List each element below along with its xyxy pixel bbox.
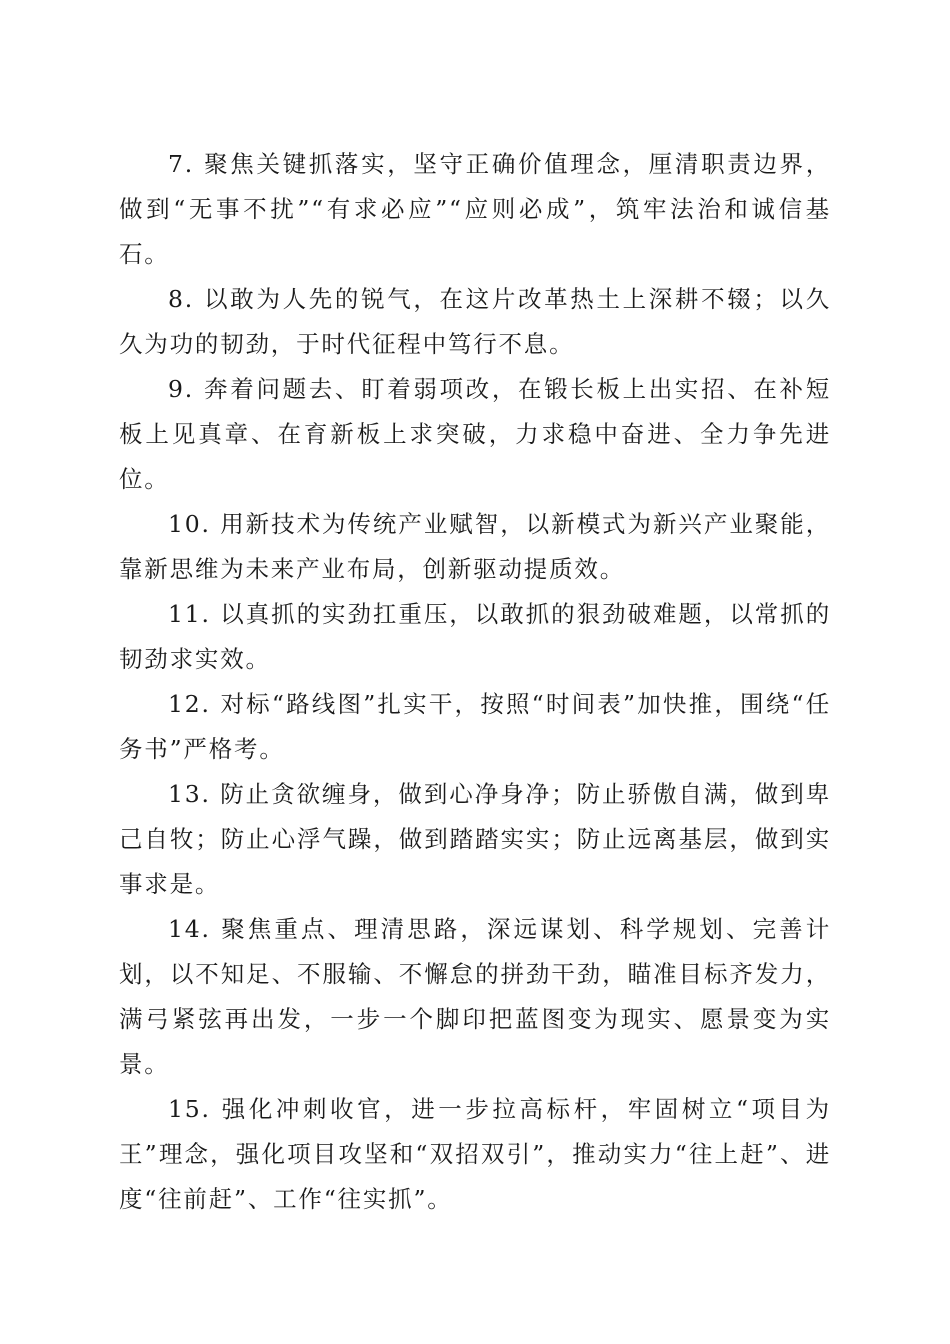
- paragraph-item-13: 13. 防止贪欲缠身，做到心净身净；防止骄傲自满，做到卑己自牧；防止心浮气躁，做到踏踏实实；防止远离基层，做到实事求是。: [119, 780, 831, 898]
- paragraph-item-14: 14. 聚焦重点、理清思路，深远谋划、科学规划、完善计划，以不知足、不服输、不懈怠的拼劲干劲，瞄准目标齐发力，满弓紧弦再出发，一步一个脚印把蓝图变为现实、愿景变为实景。: [119, 915, 831, 1078]
- paragraph-item-9: 9. 奔着问题去、盯着弱项改，在锻长板上出实招、在补短板上见真章、在育新板上求突破，力求稳中奋进、全力争先进位。: [119, 375, 831, 493]
- paragraph-item-8: 8. 以敢为人先的锐气，在这片改革热土上深耕不辍；以久久为功的韧劲，于时代征程中笃行不息。: [119, 285, 831, 358]
- paragraph-item-10: 10. 用新技术为传统产业赋智，以新模式为新兴产业聚能，靠新思维为未来产业布局，创新驱动提质效。: [119, 510, 831, 583]
- paragraph-item-15: 15. 强化冲刺收官，进一步拉高标杆，牢固树立“项目为王”理念，强化项目攻坚和“双招双引”，推动实力“往上赶”、进度“往前赶”、工作“往实抓”。: [119, 1095, 831, 1213]
- paragraph-item-7: 7. 聚焦关键抓落实，坚守正确价值理念，厘清职责边界，做到“无事不扰”“有求必应”“应则必成”，筑牢法治和诚信基石。: [119, 150, 831, 268]
- paragraph-item-11: 11. 以真抓的实劲扛重压，以敢抓的狠劲破难题，以常抓的韧劲求实效。: [119, 600, 831, 673]
- paragraph-item-12: 12. 对标“路线图”扎实干，按照“时间表”加快推，围绕“任务书”严格考。: [119, 690, 831, 763]
- document-body: [119, 142, 831, 1222]
